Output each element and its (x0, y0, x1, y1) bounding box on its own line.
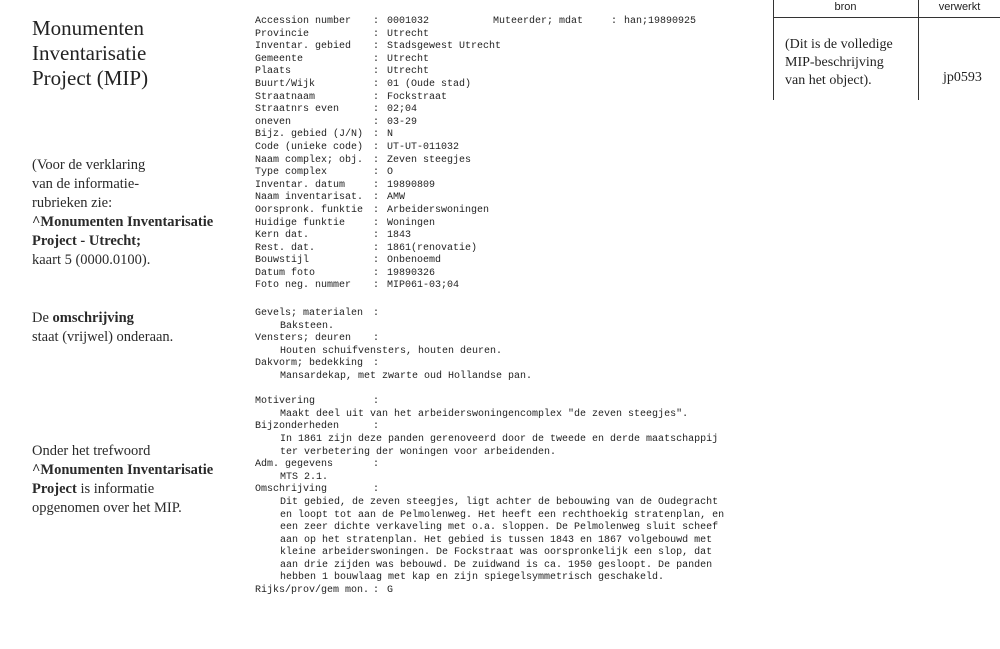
field-separator: : (373, 28, 380, 40)
processed-code: jp0593 (943, 70, 982, 85)
section-label: Adm. gegevens (255, 459, 334, 471)
field-value: MIP061-03;04 (387, 280, 460, 292)
field-separator: : (373, 267, 380, 279)
field-value: Arbeiderswoningen (387, 204, 490, 216)
section-text-line: In 1861 zijn deze panden gerenoveerd door de tweede en derde maatschappij (280, 433, 719, 445)
record-field-row (255, 155, 775, 168)
field-label: Gemeente (255, 53, 304, 65)
field-separator: : (373, 230, 380, 242)
record-field-row (255, 255, 775, 268)
field-value: AMW (387, 192, 406, 204)
note-text-bold: omschrijving (52, 310, 134, 326)
record-field-row (255, 167, 775, 180)
record-field-row (255, 79, 775, 92)
record-field-row (255, 16, 775, 29)
field-separator: : (373, 78, 380, 90)
note-line-bold: ^Monumenten Inventarisatie (32, 462, 214, 478)
record-field-row (255, 104, 775, 117)
record-field-row (255, 142, 775, 155)
description-line: van het object). (785, 73, 872, 88)
field-separator: : (373, 204, 380, 216)
note-line: rubrieken zie: (32, 195, 113, 211)
field-label: Code (unieke code) (255, 141, 364, 153)
section-text-line: aan op het stratenplan. Het gebied is tussen 1843 en 1867 volgebouwd met (280, 534, 713, 546)
section-text-line: Mansardekap, met zwarte oud Hollandse pan. (280, 370, 533, 382)
record-sections (255, 308, 775, 598)
field-label: Bouwstijl (255, 255, 310, 267)
record-field-row (255, 41, 775, 54)
record-field-row (255, 117, 775, 130)
section-text-line: Houten schuifvensters, houten deuren. (280, 345, 503, 357)
field-label: Rest. dat. (255, 242, 316, 254)
field-separator: : (373, 358, 380, 370)
field-value: Stadsgewest Utrecht (387, 41, 502, 53)
mutator-value: han;19890925 (624, 16, 697, 27)
title-line-2: Inventarisatie (32, 41, 147, 65)
field-separator: : (373, 585, 380, 597)
section-label: Gevels; materialen (255, 308, 364, 319)
field-label: Kern dat. (255, 230, 310, 242)
field-label: Naam inventarisat. (255, 192, 364, 204)
mutator-label: Muteerder; mdat (493, 16, 584, 27)
record-field-row (255, 230, 775, 243)
field-separator: : (373, 280, 380, 292)
section-label: Vensters; deuren (255, 333, 352, 345)
note-line: staat (vrijwel) onderaan. (32, 329, 174, 345)
field-separator: : (373, 217, 380, 229)
section-text-line: MTS 2.1. (280, 471, 329, 483)
note-text: De (32, 310, 53, 326)
section-text-line: ter verbetering der woningen voor arbeidenden. (280, 446, 557, 458)
description-line: MIP-beschrijving (785, 55, 884, 70)
record-fields (255, 16, 775, 293)
record-field-row (255, 66, 775, 79)
field-value: 1843 (387, 230, 412, 242)
field-label: Accession number (255, 16, 352, 27)
field-label: Type complex (255, 167, 328, 179)
field-separator: : (373, 333, 380, 345)
note-line: Onder het trefwoord (32, 443, 151, 459)
section-value: G (387, 585, 394, 597)
record-field-row (255, 129, 775, 142)
field-separator: : (373, 459, 380, 471)
reference-note (32, 156, 242, 270)
section-heading (255, 396, 775, 409)
note-line (32, 480, 242, 499)
column-header-bron: bron (834, 1, 857, 13)
field-separator: : (373, 421, 380, 433)
keyword-note (32, 442, 242, 518)
field-separator: : (373, 104, 380, 116)
field-value: 19890809 (387, 179, 436, 191)
record-field-row (255, 54, 775, 67)
field-separator: : (373, 66, 380, 78)
section-text-line: Dit gebied, de zeven steegjes, ligt achter de bebouwing van de Oudegracht (280, 496, 719, 508)
section-label: Dakvorm; bedekking (255, 358, 364, 370)
field-value: Utrecht (387, 53, 430, 65)
field-label: Straatnaam (255, 91, 316, 103)
field-separator: : (373, 129, 380, 141)
record-field-row (255, 180, 775, 193)
note-line: kaart 5 (0000.0100). (32, 252, 151, 268)
section-label: Bijzonderheden (255, 421, 340, 433)
section-label: Motivering (255, 396, 316, 408)
record-field-row (255, 243, 775, 256)
record-field-row (255, 280, 775, 293)
field-label: Inventar. gebied (255, 41, 352, 53)
field-separator: : (373, 16, 380, 27)
field-separator: : (373, 308, 380, 319)
note-line (32, 309, 242, 328)
field-separator: : (373, 41, 380, 53)
field-separator: : (373, 192, 380, 204)
section-spacer (255, 384, 775, 397)
field-separator: : (373, 396, 380, 408)
section-text-line: aan drie zijden was bebouwd. De zuidwand is ca. 1950 gesloopt. De panden (280, 559, 713, 571)
field-label: Foto neg. nummer (255, 280, 352, 292)
section-label: Rijks/prov/gem mon. (255, 585, 370, 597)
field-label: Provincie (255, 28, 310, 40)
field-separator: : (373, 484, 380, 496)
field-value: Onbenoemd (387, 255, 442, 267)
field-value: Utrecht (387, 28, 430, 40)
column-header-verwerkt: verwerkt (938, 1, 981, 13)
source-table (773, 0, 1000, 100)
field-value: O (387, 167, 394, 179)
field-label: Straatnrs even (255, 104, 340, 116)
note-line-bold: ^Monumenten Inventarisatie (32, 214, 214, 230)
field-value: UT-UT-011032 (387, 141, 460, 153)
field-label: Buurt/Wijk (255, 78, 316, 90)
section-heading (255, 585, 775, 598)
note-line-bold: Project - Utrecht; (32, 233, 141, 249)
record-field-row (255, 268, 775, 281)
field-separator: : (373, 53, 380, 65)
field-separator: : (373, 255, 380, 267)
field-label: Naam complex; obj. (255, 154, 364, 166)
title-line-3: Project (MIP) (32, 66, 149, 90)
record-field-row (255, 29, 775, 42)
page-title (32, 16, 232, 91)
section-text-line: Maakt deel uit van het arbeiderswoningencomplex "de zeven steegjes". (280, 408, 689, 420)
section-text-line: en loopt tot aan de Pelmolenweg. Het heeft een rechthoekig stratenplan, en (280, 509, 725, 521)
field-label: Huidige funktie (255, 217, 346, 229)
note-text-bold: Project (32, 481, 77, 497)
record-field-row (255, 92, 775, 105)
section-heading (255, 484, 775, 497)
field-value: Woningen (387, 217, 436, 229)
field-separator: : (373, 116, 380, 128)
field-value: 19890326 (387, 267, 436, 279)
note-line: (Voor de verklaring (32, 157, 146, 173)
description-note (32, 309, 242, 347)
field-separator: : (373, 179, 380, 191)
section-text-line: een zeer dichte verkaveling met o.a. sloppen. De Pelmolenweg sluit scheef (280, 522, 719, 534)
record-field-row (255, 192, 775, 205)
field-value: Zeven steegjes (387, 154, 472, 166)
field-value: 0001032 (387, 16, 430, 27)
field-value: 03-29 (387, 116, 418, 128)
section-heading (255, 308, 775, 321)
table-description (785, 36, 935, 90)
field-separator: : (373, 154, 380, 166)
field-value: Utrecht (387, 66, 430, 78)
field-label: Plaats (255, 66, 292, 78)
field-separator: : (373, 141, 380, 153)
table-header-rule (773, 17, 1000, 18)
section-label: Omschrijving (255, 484, 328, 496)
field-value: 02;04 (387, 104, 418, 116)
section-heading (255, 421, 775, 434)
field-value: 01 (Oude stad) (387, 78, 472, 90)
field-label: Datum foto (255, 267, 316, 279)
section-text-line: Baksteen. (280, 320, 335, 332)
section-heading (255, 333, 775, 346)
field-value: 1861(renovatie) (387, 242, 478, 254)
field-separator: : (373, 167, 380, 179)
note-line: opgenomen over het MIP. (32, 500, 182, 516)
field-separator: : (373, 91, 380, 103)
title-line-1: Monumenten (32, 16, 144, 40)
section-heading (255, 459, 775, 472)
field-separator: : (373, 242, 380, 254)
note-text: is informatie (76, 481, 155, 497)
field-label: oneven (255, 116, 292, 128)
field-label: Bijz. gebied (J/N) (255, 129, 364, 141)
field-separator: : (611, 16, 618, 27)
description-line: (Dit is de volledige (785, 37, 893, 52)
record-field-row (255, 205, 775, 218)
field-label: Inventar. datum (255, 179, 346, 191)
record-field-row (255, 218, 775, 231)
field-value: N (387, 129, 394, 141)
section-heading (255, 358, 775, 371)
field-label: Oorspronk. funktie (255, 204, 364, 216)
note-line: van de informatie- (32, 176, 140, 192)
section-text-line: hebben 1 bouwlaag met kap en zijn spiegelsymmetrisch geschakeld. (280, 572, 665, 584)
section-text-line: kleine arbeiderswoningen. De Fockstraat was oorspronkelijk een slop, dat (280, 547, 713, 559)
field-value: Fockstraat (387, 91, 448, 103)
